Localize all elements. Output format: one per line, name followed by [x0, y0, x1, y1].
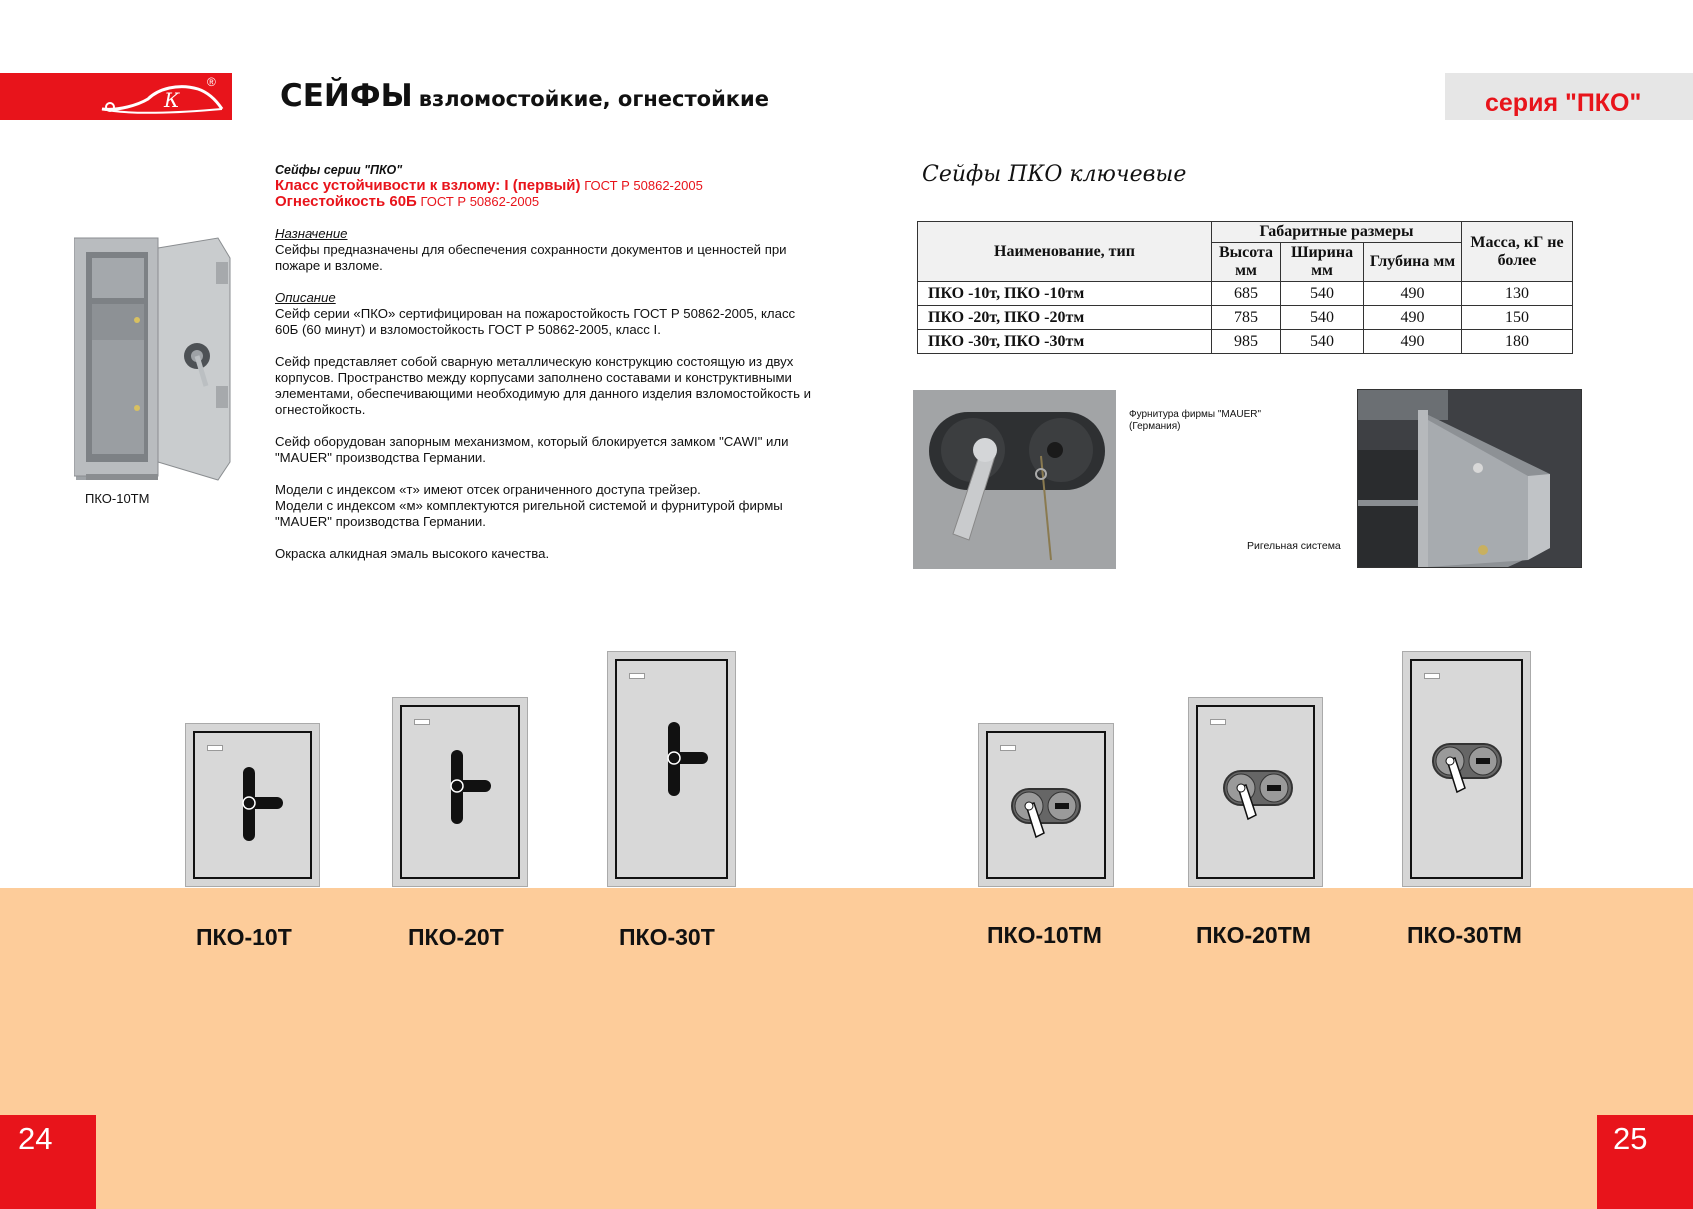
col-mass-header: Масса, кГ не более	[1462, 222, 1573, 282]
row-height: 785	[1212, 306, 1281, 330]
row-name: ПКО -20т, ПКО -20тм	[918, 306, 1212, 330]
safe-pko-20tm	[1188, 697, 1323, 887]
photo-caption: ПКО-10ТМ	[85, 491, 150, 506]
row-height: 985	[1212, 330, 1281, 354]
page-title	[280, 78, 769, 114]
description-p5: Окраска алкидная эмаль высокого качества.	[275, 546, 550, 561]
name-plate	[629, 673, 645, 679]
description-p4b: Модели с индексом «м» комплектуются ригельной системой и фурнитурой фирмы "MAUER" производства Германии.	[275, 498, 783, 529]
page-number-left-text: 24	[18, 1121, 53, 1156]
row-width: 540	[1281, 306, 1364, 330]
row-mass: 130	[1462, 282, 1573, 306]
series-badge	[1445, 73, 1693, 120]
safe-pko-10t	[185, 723, 320, 887]
purpose-title: Назначение	[275, 226, 348, 241]
row-mass: 180	[1462, 330, 1573, 354]
svg-text:К: К	[164, 88, 180, 112]
description-p3: Сейф оборудован запорным механизмом, который блокируется замком "CAWI" или "MAUER" производства Германии.	[275, 434, 789, 465]
col-depth-header: Глубина мм	[1364, 243, 1462, 282]
name-plate	[1424, 673, 1440, 679]
spec-table	[917, 221, 1573, 354]
burglary-class: Класс устойчивости к взлому: I (первый)	[275, 177, 581, 194]
series-heading: Сейфы серии "ПКО"	[275, 163, 403, 177]
fire-gost: ГОСТ Р 50862-2005	[420, 194, 540, 209]
title-sub: взломостойкие, огнестойкие	[418, 87, 770, 111]
series-label: серия "ПКО"	[1485, 89, 1642, 117]
page-number-left	[0, 1115, 96, 1209]
row-height: 685	[1212, 282, 1281, 306]
col-dims-header: Габаритные размеры	[1212, 222, 1462, 243]
model-label: ПКО-30ТМ	[1407, 922, 1522, 948]
lever-lock-icon	[1010, 787, 1082, 841]
t-handle-icon	[241, 767, 283, 841]
purpose-text: Сейфы предназначены для обеспечения сохранности документов и ценностей при пожаре и взломе.	[275, 242, 787, 273]
page-number-right-text: 25	[1613, 1121, 1648, 1156]
row-name: ПКО -10т, ПКО -10тм	[918, 282, 1212, 306]
bolt-system-photo	[1357, 389, 1582, 568]
page-number-right	[1597, 1115, 1693, 1209]
safe-photo	[74, 236, 234, 484]
row-name: ПКО -30т, ПКО -30тм	[918, 330, 1212, 354]
brand-logo	[0, 73, 232, 120]
t-handle-icon	[666, 722, 708, 796]
row-mass: 150	[1462, 306, 1573, 330]
fire-class: Огнестойкость 60Б	[275, 193, 417, 210]
model-label: ПКО-30Т	[619, 924, 715, 950]
name-plate	[1210, 719, 1226, 725]
description-p1: Сейф серии «ПКО» сертифицирован на пожаростойкость ГОСТ Р 50862-2005, класс 60Б (60 минут) и взломостойкость ГОСТ Р 50862-2005, класс I.	[275, 306, 796, 337]
col-height-header: Высота мм	[1212, 243, 1281, 282]
burglary-gost: ГОСТ Р 50862-2005	[584, 178, 703, 193]
description-p4a: Модели с индексом «т» имеют отсек ограниченного доступа трейзер.	[275, 482, 701, 497]
lock-caption: Фурнитура фирмы "MAUER" (Германия)	[1129, 409, 1262, 432]
model-label: ПКО-10Т	[196, 924, 292, 950]
bolt-caption: Ригельная система	[1247, 540, 1341, 552]
lever-lock-icon	[1431, 742, 1503, 796]
row-depth: 490	[1364, 282, 1462, 306]
model-label: ПКО-20Т	[408, 924, 504, 950]
table-row	[918, 330, 1573, 354]
description-block	[275, 162, 815, 562]
t-handle-icon	[449, 750, 491, 824]
row-width: 540	[1281, 282, 1364, 306]
name-plate	[414, 719, 430, 725]
safe-pko-20t	[392, 697, 528, 887]
model-label: ПКО-20ТМ	[1196, 922, 1311, 948]
table-title: Сейфы ПКО ключевые	[922, 162, 1187, 187]
model-label: ПКО-10ТМ	[987, 922, 1102, 948]
row-width: 540	[1281, 330, 1364, 354]
description-title: Описание	[275, 290, 336, 305]
table-row	[918, 282, 1573, 306]
table-row	[918, 306, 1573, 330]
lock-photo	[913, 390, 1116, 569]
lever-lock-icon	[1222, 769, 1294, 823]
col-width-header: Ширина мм	[1281, 243, 1364, 282]
safe-pko-30t	[607, 651, 736, 887]
safe-pko-10tm	[978, 723, 1114, 887]
name-plate	[207, 745, 223, 751]
name-plate	[1000, 745, 1016, 751]
description-p2: Сейф представляет собой сварную металлическую конструкцию состоящую из двух корпусов. Пространство между корпусами заполнено составами и конструктивными элементами, обеспечивающими необходимую для данного изделия взломостойкость и огнестойкость.	[275, 354, 811, 417]
title-main: СЕЙФЫ	[280, 78, 413, 114]
safe-pko-30tm	[1402, 651, 1531, 887]
col-name-header: Наименование, тип	[918, 222, 1212, 282]
row-depth: 490	[1364, 306, 1462, 330]
registered-mark: ®	[207, 75, 216, 89]
row-depth: 490	[1364, 330, 1462, 354]
